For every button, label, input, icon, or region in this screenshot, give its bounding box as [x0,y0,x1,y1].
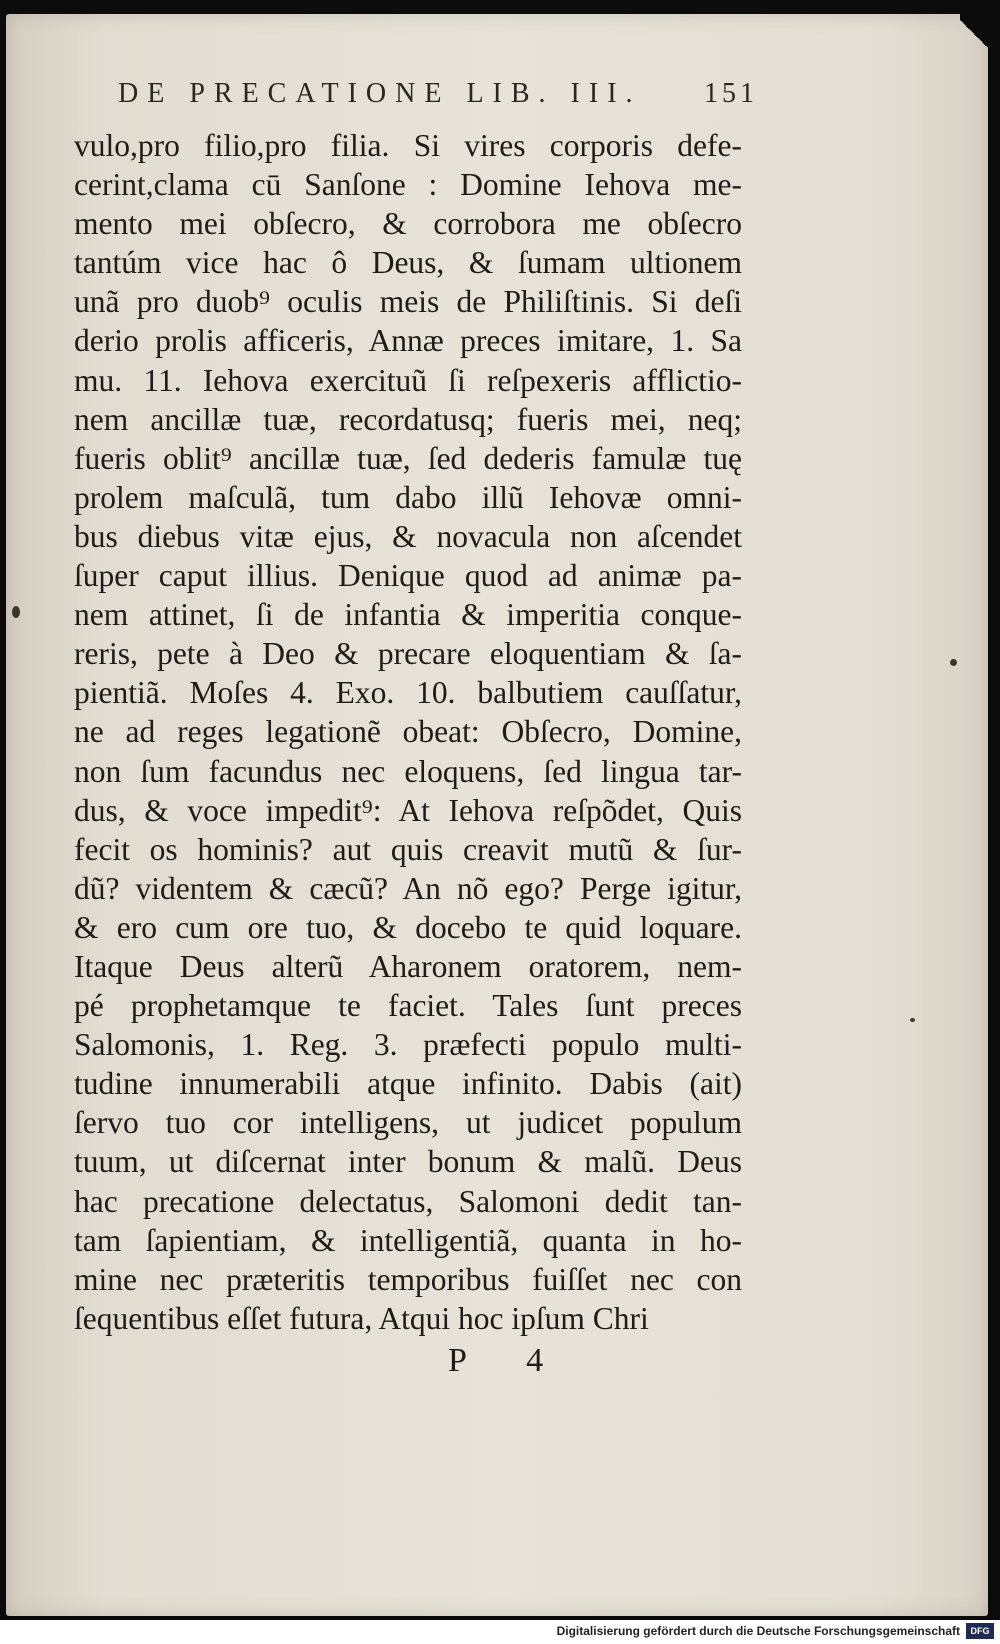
text-line: ſervo tuo cor intelligens, ut judicet populum [74,1105,742,1141]
text-line: fueris oblit⁹ ancillæ tuæ, ſed dederis famulæ tuę [74,440,742,476]
text-line: derio prolis afficeris, Annæ preces imitare, 1. Sa [74,323,742,359]
text-line: vulo,pro filio,pro filia. Si vires corporis defe- [74,128,742,163]
text-line: cerint,clama cū Sanſone : Domine Iehova me- [74,167,742,203]
text-line: mu. 11. Iehova exercituũ ſi reſpexeris afflictio- [74,362,742,398]
dfg-logo: DFG [966,1623,994,1639]
text-line: ſequentibus eſſet futura, Atqui hoc ipſum Chri [74,1300,649,1336]
text-line: prolem maſculã, tum dabo illũ Iehovæ omni- [74,479,742,515]
text-line: ſuper caput illius. Denique quod ad animæ pa- [74,558,742,594]
text-line: Salomonis, 1. Reg. 3. præfecti populo multi- [74,1027,742,1063]
signature-mark: P 4 [448,1342,570,1379]
text-line: nem ancillæ tuæ, recordatusq; fueris mei, neq; [74,401,742,437]
text-line: mine nec præteritis temporibus fuiſſet nec con [74,1261,742,1297]
text-line: unã pro duob⁹ oculis meis de Philiſtinis. Si deſi [74,284,742,320]
body-text [74,126,742,1338]
text-line: dũ? videntem & cæcũ? An nõ ego? Perge igitur, [74,870,742,906]
text-line: bus diebus vitæ ejus, & novacula non aſcendet [74,518,742,554]
text-line: ne ad reges legationẽ obeat: Obſecro, Domine, [74,714,742,750]
ink-spot [12,606,20,618]
text-line: dus, & voce impedit⁹: At Iehova reſpõdet, Quis [74,792,742,828]
text-line: mento mei obſecro, & corrobora me obſecro [74,206,742,242]
text-line: reris, pete à Deo & precare eloquentiam & ſa- [74,636,742,672]
funding-credit: Digitalisierung gefördert durch die Deutsche Forschungsgemeinschaft [556,1624,960,1638]
text-line: tuum, ut diſcernat inter bonum & malũ. Deus [74,1144,742,1180]
torn-corner [960,14,988,54]
page-number: 151 [704,78,758,109]
text-line: tam ſapientiam, & intelligentiã, quanta in ho- [74,1222,742,1258]
ink-spot [950,659,957,666]
text-line: fecit os hominis? aut quis creavit mutũ & ſur- [74,831,742,867]
text-line: non ſum facundus nec eloquens, ſed lingua tar- [74,753,742,789]
text-line: tantúm vice hac ô Deus, & ſumam ultionem [74,245,742,281]
text-line: pientiã. Moſes 4. Exo. 10. balbutiem cauſſatur, [74,675,742,711]
text-line: pé prophetamque te faciet. Tales ſunt preces [74,988,742,1024]
text-line: & ero cum ore tuo, & docebo te quid loquare. [74,909,742,945]
text-line: hac precatione delectatus, Salomoni dedit tan- [74,1183,742,1219]
text-line: nem attinet, ſi de infantia & imperitia conque- [74,597,742,633]
text-line: tudine innumerabili atque infinito. Dabis (ait) [74,1066,742,1102]
running-head [118,78,758,110]
ink-spot [910,1018,915,1022]
text-line: Itaque Deus alterũ Aharonem oratorem, nem- [74,948,742,984]
footer [0,1620,1000,1644]
running-head-title: DE PRECATIONE LIB. III. [118,78,642,109]
